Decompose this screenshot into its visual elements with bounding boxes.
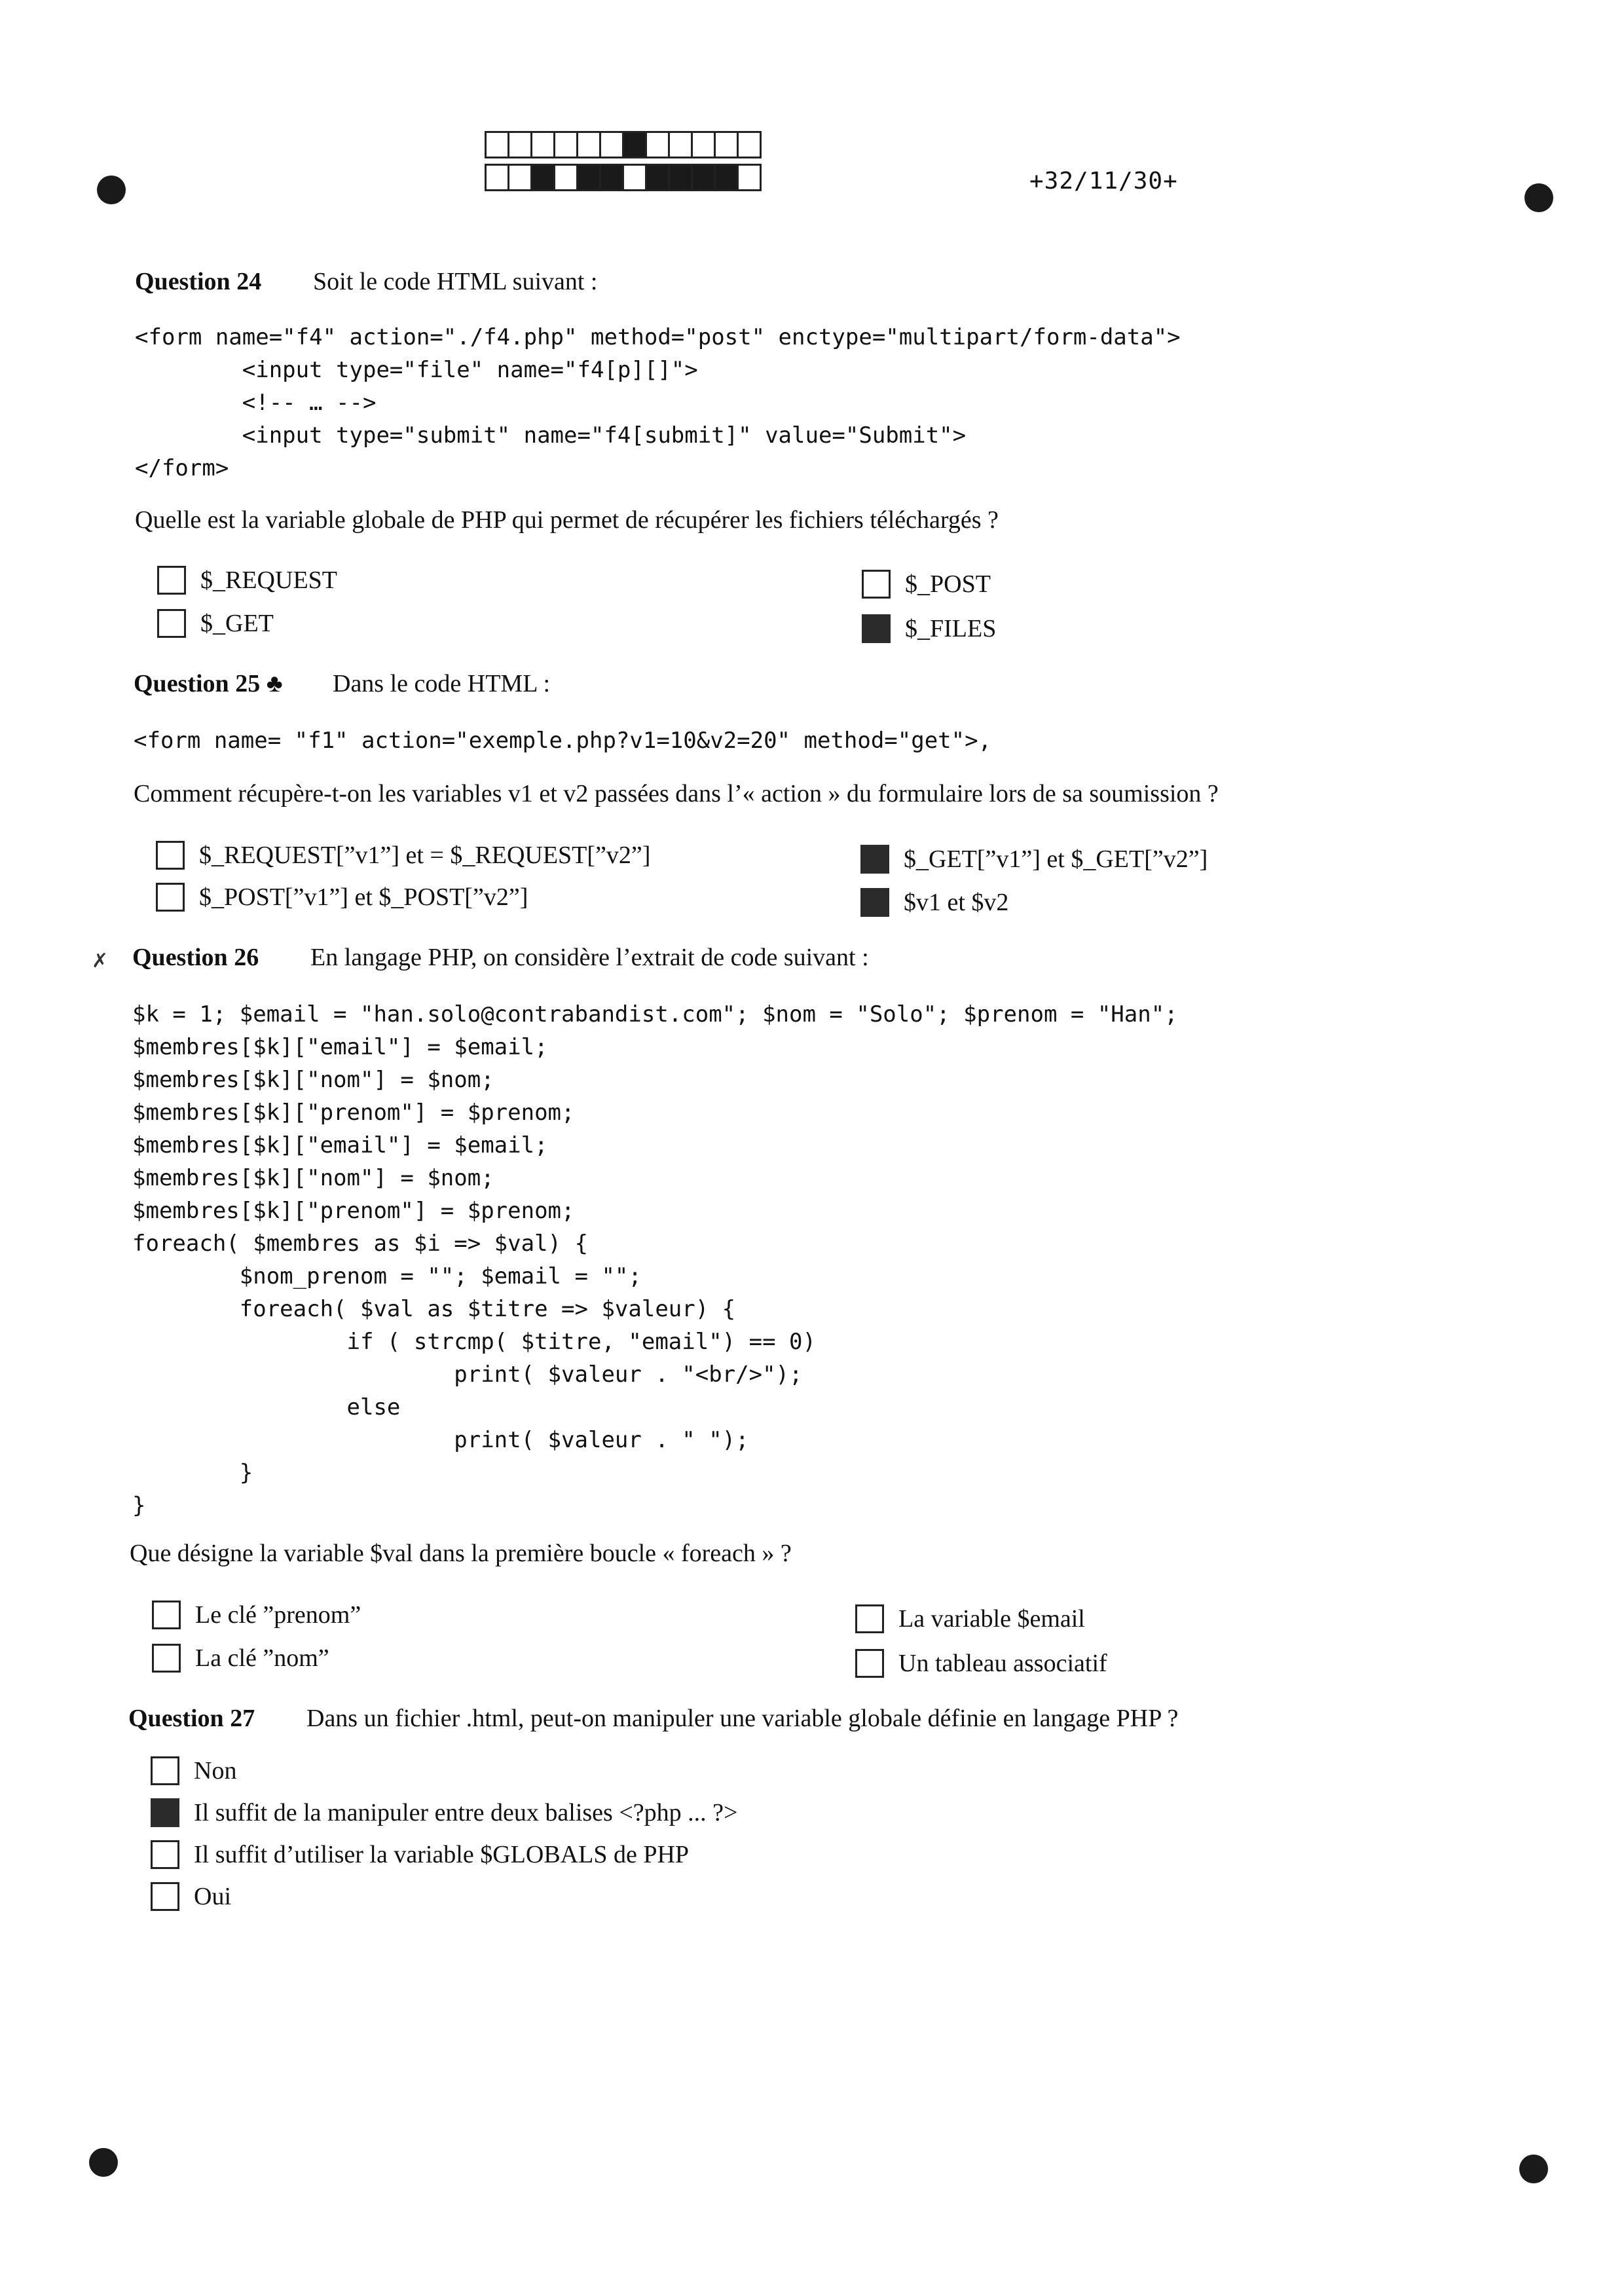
answer-option[interactable] (156, 883, 528, 912)
registration-marker-top-left (97, 176, 126, 204)
option-label: Il suffit de la manipuler entre deux balises <?php ... ?> (194, 1799, 738, 1826)
answer-option[interactable] (151, 1798, 737, 1827)
code-cell-empty (530, 131, 555, 158)
code-cell-empty (668, 131, 693, 158)
code-cell-empty (485, 164, 509, 191)
answer-option[interactable] (860, 845, 1208, 874)
code-cell-empty (485, 131, 509, 158)
question-24-prompt: Quelle est la variable globale de PHP qui permet de récupérer les fichiers téléchargés ? (135, 506, 999, 534)
question-26-code: $k = 1; $email = "han.solo@contrabandist.com"; $nom = "Solo"; $prenom = "Han"; $membres[$k]["email"] = $email; $membres[$k]["nom"] = $nom; $membres[$k]["prenom"] = $prenom; $membres[$k]["email"] = $email; $membres[$k]["nom"] = $nom; $membres[$k]["prenom"] = $prenom; foreach( $membres as $i => $val) { $nom_prenom = ""; $email = ""; foreach( $val as $titre => $valeur) { if ( strcmp( $titre, "email") == 0) print( $valeur . "<br/>"); else print( $valeur . " "); } } (132, 1001, 1178, 1519)
answer-option[interactable] (151, 1882, 231, 1911)
checkbox[interactable] (152, 1644, 181, 1673)
code-cell-filled (599, 164, 624, 191)
checkbox[interactable] (151, 1882, 179, 1911)
question-25-heading (134, 669, 551, 698)
code-cell-filled (714, 164, 739, 191)
checkbox[interactable] (152, 1601, 181, 1629)
option-label: $_POST (905, 570, 991, 598)
code-cell-empty (737, 131, 762, 158)
answer-option[interactable] (151, 1840, 689, 1869)
answer-option[interactable] (151, 1756, 236, 1785)
margin-cross-mark: ✗ (92, 950, 109, 972)
answer-option[interactable] (862, 614, 996, 643)
answer-option[interactable] (862, 570, 991, 599)
question-24-code: <form name="f4" action="./f4.php" method="post" enctype="multipart/form-data"> <input type="file" name="f4[p][]"> <!-- … --> <input type="submit" name="f4[submit]" value="Submit"> </form> (135, 324, 1181, 481)
question-label: Question 26 (132, 944, 259, 971)
checkbox[interactable] (156, 841, 185, 870)
option-label: Le clé ”prenom” (195, 1601, 361, 1629)
code-cell-filled (645, 164, 670, 191)
question-27-heading (128, 1704, 1179, 1733)
option-label: $_REQUEST (200, 566, 337, 594)
question-26-heading (132, 943, 869, 972)
question-25-prompt: Comment récupère-t-on les variables v1 et v2 passées dans l’« action » du formulaire lors de sa soumission ? (134, 780, 1219, 807)
code-cell-empty (553, 164, 578, 191)
option-label: Oui (194, 1883, 231, 1910)
code-cell-empty (553, 131, 578, 158)
registration-marker-bottom-right (1519, 2155, 1548, 2183)
checkbox[interactable] (151, 1756, 179, 1785)
registration-marker-top-right (1524, 183, 1553, 212)
answer-option[interactable] (152, 1644, 329, 1673)
answer-option[interactable] (157, 566, 337, 595)
checkbox-checked[interactable] (151, 1798, 179, 1827)
code-cell-filled (668, 164, 693, 191)
option-label: $_FILES (905, 615, 997, 642)
answer-option[interactable] (855, 1604, 1085, 1633)
answer-option[interactable] (157, 609, 274, 638)
question-text: Dans le code HTML : (333, 670, 551, 697)
code-cell-filled (622, 131, 647, 158)
question-text: Soit le code HTML suivant : (313, 268, 598, 295)
code-cell-empty (645, 131, 670, 158)
question-24-heading (135, 267, 598, 296)
checkbox[interactable] (855, 1604, 884, 1633)
question-26-prompt: Que désigne la variable $val dans la première boucle « foreach » ? (130, 1540, 792, 1567)
question-text: Dans un fichier .html, peut-on manipuler une variable globale définie en langage PHP ? (306, 1705, 1179, 1732)
option-label: $_GET[”v1”] et $_GET[”v2”] (904, 845, 1208, 873)
question-label: Question 25 (134, 670, 261, 697)
option-label: $v1 et $v2 (904, 889, 1009, 916)
answer-option[interactable] (860, 888, 1008, 917)
id-code-row-1 (485, 131, 1139, 160)
registration-marker-bottom-left (89, 2148, 118, 2177)
option-label: Un tableau associatif (898, 1650, 1107, 1677)
page-id: +32/11/30+ (1029, 168, 1178, 194)
question-label: Question 24 (135, 268, 262, 295)
option-label: La clé ”nom” (195, 1644, 329, 1672)
option-label: $_REQUEST[”v1”] et = $_REQUEST[”v2”] (199, 842, 651, 869)
code-cell-empty (507, 164, 532, 191)
question-25-code: <form name= "f1" action="exemple.php?v1=10&v2=20" method="get">, (134, 728, 992, 754)
code-cell-empty (599, 131, 624, 158)
option-label: Non (194, 1757, 237, 1785)
checkbox[interactable] (151, 1840, 179, 1869)
question-text: En langage PHP, on considère l’extrait de code suivant : (310, 944, 869, 971)
code-cell-empty (691, 131, 716, 158)
checkbox[interactable] (862, 570, 891, 599)
code-cell-empty (507, 131, 532, 158)
question-label: Question 27 (128, 1705, 255, 1732)
checkbox[interactable] (855, 1649, 884, 1678)
code-cell-empty (622, 164, 647, 191)
code-cell-filled (530, 164, 555, 191)
option-label: $_GET (200, 610, 274, 637)
answer-option[interactable] (152, 1601, 361, 1629)
answer-option[interactable] (855, 1649, 1107, 1678)
option-label: La variable $email (898, 1605, 1085, 1633)
club-symbol-icon: ♣ (266, 670, 283, 697)
option-label: Il suffit d’utiliser la variable $GLOBALS de PHP (194, 1841, 690, 1868)
checkbox[interactable] (157, 609, 186, 638)
checkbox[interactable] (157, 566, 186, 595)
code-cell-empty (714, 131, 739, 158)
option-label: $_POST[”v1”] et $_POST[”v2”] (199, 883, 528, 911)
answer-option[interactable] (156, 841, 650, 870)
checkbox[interactable] (156, 883, 185, 912)
code-cell-filled (691, 164, 716, 191)
code-cell-empty (737, 164, 762, 191)
code-cell-filled (576, 164, 601, 191)
checkbox-checked[interactable] (860, 888, 889, 917)
code-cell-empty (576, 131, 601, 158)
checkbox-checked[interactable] (862, 614, 891, 643)
checkbox-checked[interactable] (860, 845, 889, 874)
